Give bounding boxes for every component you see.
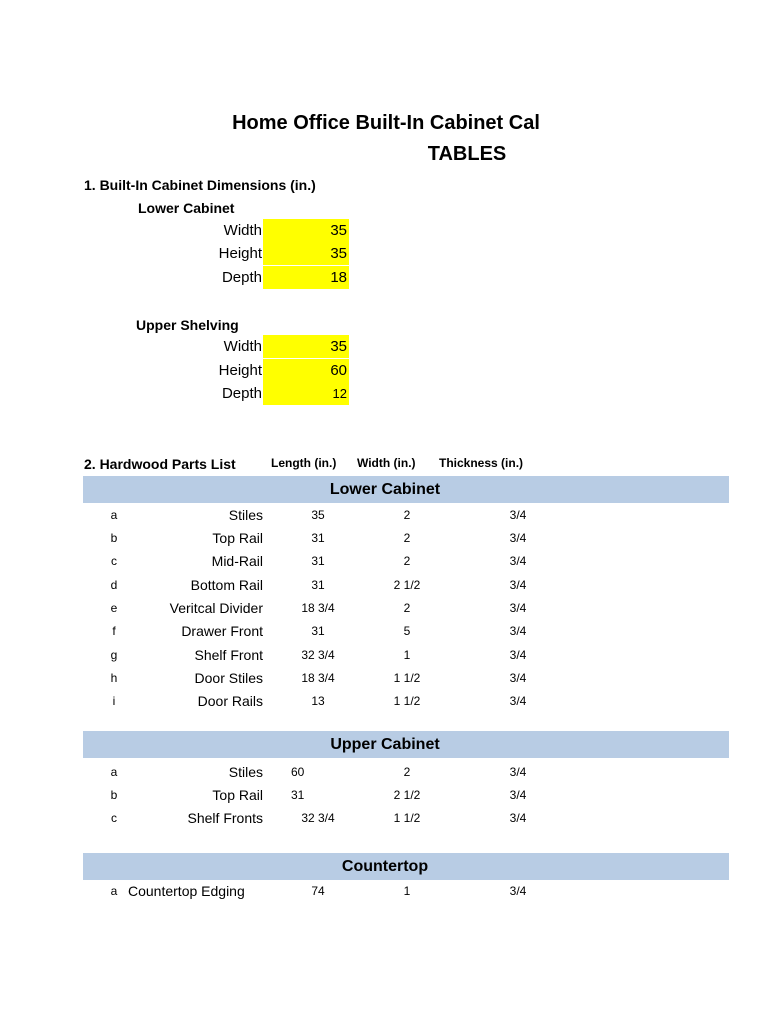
upper-shelving-dims-heading: Upper Shelving [136,317,239,333]
row-letter: g [110,648,118,662]
upper-width-label: Width [223,338,262,355]
table-row [0,574,768,597]
row-part-name: Mid-Rail [211,553,263,569]
row-width: 2 1/2 [393,788,421,802]
row-length: 31 [311,578,325,592]
row-thickness: 3/4 [509,531,527,545]
upper-cabinet-band [83,731,729,758]
row-thickness: 3/4 [509,648,527,662]
row-length: 31 [291,788,305,802]
row-letter: d [110,578,118,592]
row-width: 1 1/2 [393,811,421,825]
lower-height-cell[interactable] [263,242,349,265]
row-thickness: 3/4 [509,671,527,685]
table-row [0,644,768,667]
row-part-name: Stiles [228,764,263,780]
row-part-name: Door Rails [197,693,263,709]
upper-depth-value: 12 [332,386,347,401]
table-row [0,620,768,643]
row-letter: h [110,671,118,685]
lower-height-value: 35 [330,245,347,262]
row-thickness: 3/4 [509,508,527,522]
row-width: 2 [403,601,411,615]
table-row [0,690,768,713]
table-row [0,550,768,573]
lower-depth-cell[interactable] [263,266,349,289]
row-length: 60 [291,765,305,779]
table-row [0,597,768,620]
row-width: 1 [403,648,411,662]
table-row [0,761,768,784]
row-part-name: Bottom Rail [190,577,263,593]
lower-width-cell[interactable] [263,219,349,242]
table-row [0,667,768,690]
col-length-header: Length (in.) [271,456,337,470]
row-letter: e [110,601,118,615]
upper-depth-label: Depth [221,385,262,402]
row-thickness: 3/4 [509,554,527,568]
table-row [0,880,768,903]
row-letter: i [112,694,116,708]
row-part-name: Top Rail [212,787,263,803]
row-letter: a [110,765,118,779]
row-length: 31 [311,531,325,545]
lower-depth-value: 18 [330,269,347,286]
countertop-band-label: Countertop [341,858,429,875]
row-part-name: Stiles [228,507,263,523]
row-width: 2 1/2 [393,578,421,592]
row-length: 31 [311,554,325,568]
row-length: 18 3/4 [301,601,335,615]
upper-depth-cell[interactable] [263,382,349,405]
row-length: 31 [311,624,325,638]
section2-heading: 2. Hardwood Parts List [84,456,236,472]
lower-depth-label: Depth [221,269,262,286]
page-title: Home Office Built-In Cabinet Cal [232,112,540,134]
row-length: 32 3/4 [301,811,335,825]
row-letter: a [110,884,118,898]
row-thickness: 3/4 [509,811,527,825]
row-letter: b [110,788,118,802]
page-subtitle: TABLES [427,143,507,165]
lower-cabinet-band-label: Lower Cabinet [329,481,441,498]
row-part-name: Top Rail [212,530,263,546]
row-thickness: 3/4 [509,765,527,779]
row-width: 1 1/2 [393,694,421,708]
row-thickness: 3/4 [509,601,527,615]
row-width: 1 [403,884,411,898]
col-thickness-header: Thickness (in.) [439,456,524,470]
row-letter: a [110,508,118,522]
row-part-name: Shelf Front [194,647,263,663]
table-row [0,527,768,550]
upper-width-value: 35 [330,338,347,355]
row-width: 2 [403,554,411,568]
upper-cabinet-band-label: Upper Cabinet [330,736,440,753]
row-letter: f [112,624,116,638]
row-width: 1 1/2 [393,671,421,685]
row-thickness: 3/4 [509,578,527,592]
row-length: 35 [311,508,325,522]
row-part-name: Shelf Fronts [187,810,263,826]
row-letter: c [111,554,117,568]
row-width: 2 [403,508,411,522]
upper-height-cell[interactable] [263,359,349,382]
table-row [0,504,768,527]
col-width-header: Width (in.) [357,456,416,470]
row-width: 2 [403,765,411,779]
row-thickness: 3/4 [509,788,527,802]
row-letter: c [111,811,117,825]
upper-height-value: 60 [330,362,347,379]
countertop-band [83,853,729,880]
lower-width-label: Width [223,222,262,239]
row-part-name: Drawer Front [181,623,263,639]
row-length: 18 3/4 [301,671,335,685]
row-width: 2 [403,531,411,545]
lower-cabinet-dims-heading: Lower Cabinet [138,200,235,216]
table-row [0,807,768,830]
row-thickness: 3/4 [509,624,527,638]
row-part-name: Countertop Edging [128,883,245,899]
row-part-name: Veritcal Divider [169,600,263,616]
row-length: 74 [311,884,325,898]
row-length: 13 [311,694,325,708]
upper-width-cell[interactable] [263,335,349,358]
section1-heading: 1. Built-In Cabinet Dimensions (in.) [84,177,316,193]
row-width: 5 [403,624,411,638]
lower-cabinet-band [83,476,729,503]
row-thickness: 3/4 [509,884,527,898]
lower-width-value: 35 [330,222,347,239]
lower-height-label: Height [218,245,262,262]
row-letter: b [110,531,118,545]
row-part-name: Door Stiles [194,670,263,686]
row-thickness: 3/4 [509,694,527,708]
upper-height-label: Height [218,362,262,379]
row-length: 32 3/4 [301,648,335,662]
table-row [0,784,768,807]
